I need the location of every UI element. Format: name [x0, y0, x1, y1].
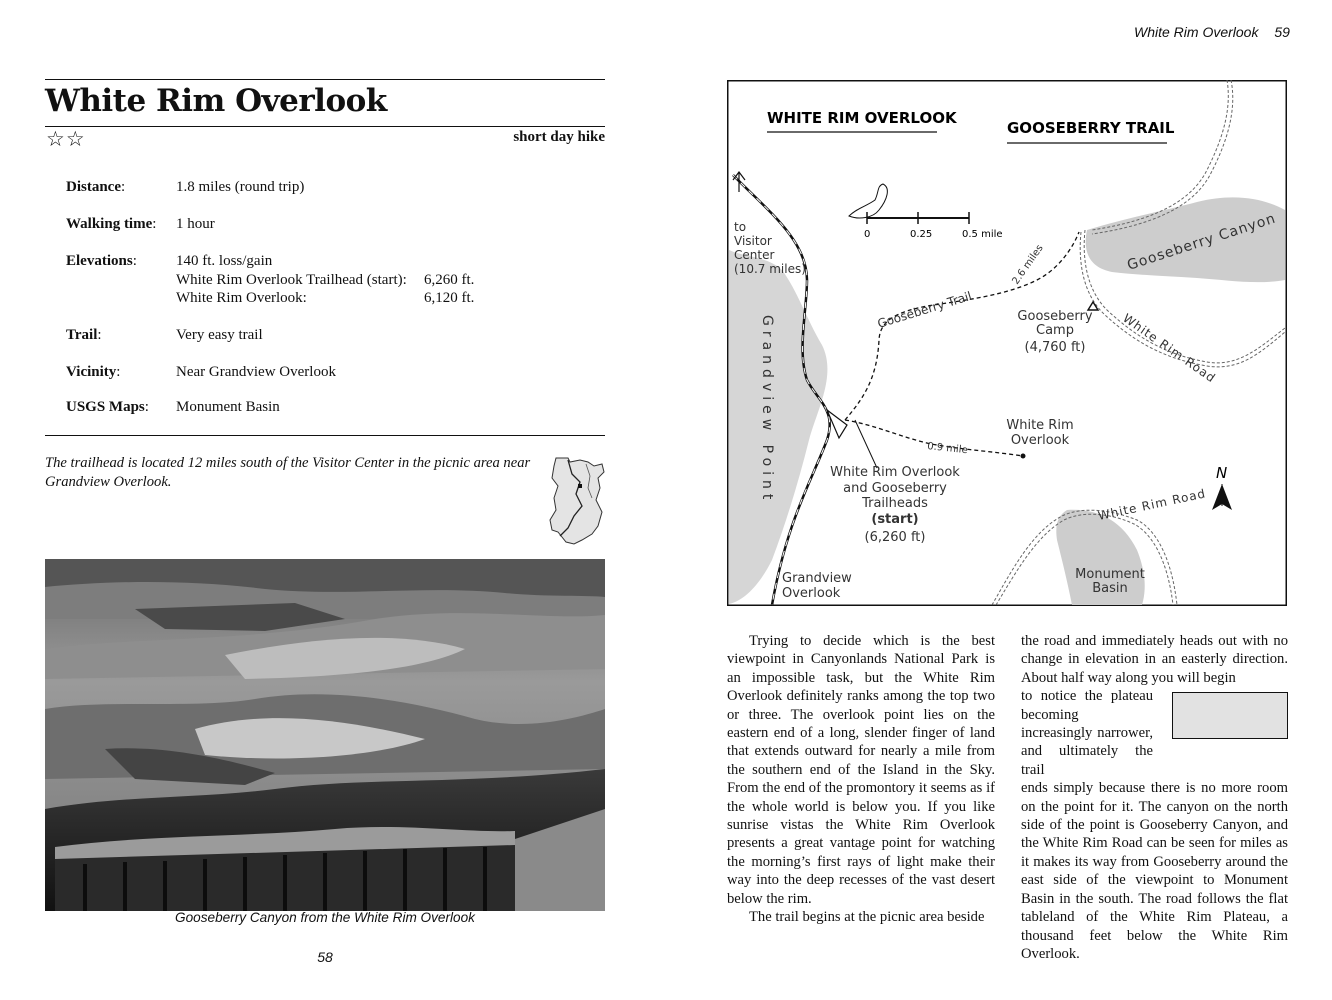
- vicinity-label: Vicinity: [66, 364, 117, 380]
- camp-word: Camp: [1036, 323, 1074, 338]
- trail-map: [727, 80, 1287, 606]
- white-rim-road-lower-label: White Rim Road: [1096, 486, 1208, 523]
- rating-stars: ☆☆: [46, 127, 86, 151]
- page-title: White Rim Overlook: [45, 83, 387, 119]
- text-column-1: [727, 632, 995, 927]
- elevation-overlook-label: White Rim Overlook:: [176, 290, 307, 306]
- trailheads-line-2: and Gooseberry: [843, 481, 947, 496]
- hike-facts: Distance: 1.8 miles (round trip) Walking time: 1 hour Elevations: 140 ft. loss/gain White Rim Overlook Trailhead (start): 6,260 ft. White Rim Overlook: 6,120 ft. Trail: Very easy trail Vicinity: Near Grandview Overlook USGS Maps: Monument Basin: [66, 179, 475, 415]
- distance-label: Distance: [66, 179, 121, 195]
- visitor-miles: (10.7 miles): [734, 262, 806, 276]
- elevations-label: Elevations: [66, 253, 133, 269]
- col2-wrap: to notice the plateau becoming increasingly narrower, and ultimately the trail: [1021, 688, 1153, 778]
- col2-rest: ends simply because there is no more room on the point for it. The canyon on the north side of the point is Gooseberry Canyon, and the White Rim Road can be seen for miles as it makes its way from Gooseberry around the east side of the viewpoint to Monument Basin in the south. The road follows the flat tableland of the White Rim Plateau, a thousand feet below the White Rim Overlook.: [1021, 780, 1288, 962]
- elevation-overlook-value: 6,120 ft.: [424, 290, 475, 306]
- gooseberry-canyon-label: Gooseberry Canyon: [1125, 210, 1278, 274]
- scale-05: 0.5 mile: [962, 229, 1003, 240]
- col2-top: the road and immediately heads out with no change in elevation in an easterly direction. About half way along you will begin: [1021, 633, 1288, 686]
- map-title-gooseberry: GOOSEBERRY TRAIL: [1007, 119, 1175, 137]
- visitor-center: Center: [734, 248, 775, 262]
- col1-paragraph-2: The trail begins at the picnic area beside: [749, 909, 985, 926]
- trailheads-line-1: White Rim Overlook: [830, 465, 960, 480]
- running-header: [1134, 24, 1290, 40]
- canyon-photo: [45, 559, 605, 911]
- col1-paragraph-1: Trying to decide which is the best viewpoint in Canyonlands National Park is an impossible task, but the White Rim Overlook definitely ranks among the top two or three. The overlook point lies on the eastern end of a long, slender finger of land that extends outward for nearly a mile from the southern end of the Island in the Sky. From the end of the promontory it seems as if the whole world is below you. If you like sunrise vistas the White Rim Overlook presents a great vantage point for watching the morning’s first rays of light make their way into the deep recesses of the vast desert below the rim.: [727, 633, 995, 907]
- north-label: N: [1216, 464, 1228, 482]
- overlook-label-1: White Rim: [1006, 418, 1074, 433]
- trail-label: Trail: [66, 327, 98, 343]
- text-column-2: [1021, 632, 1288, 963]
- distance-value: 1.8 miles (round trip): [176, 179, 305, 195]
- grandview-overlook-label-1: Grandview: [782, 571, 852, 586]
- usgs-maps-value: Monument Basin: [176, 398, 280, 415]
- usgs-maps-label: USGS Maps: [66, 398, 145, 415]
- elevation-change: 140 ft. loss/gain: [176, 253, 273, 269]
- vicinity-value: Near Grandview Overlook: [176, 364, 336, 380]
- trailheads-start: (start): [871, 512, 919, 527]
- trailheads-elev: (6,260 ft): [864, 530, 926, 545]
- overlook-label-2: Overlook: [1010, 433, 1070, 448]
- trail-value: Very easy trail: [176, 327, 263, 343]
- title-rule: [45, 126, 605, 127]
- trailheads-line-3: Trailheads: [862, 496, 928, 511]
- white-rim-road-upper-label: White Rim Road: [1120, 310, 1219, 386]
- miles-09-label: 0.9 mile: [926, 441, 969, 457]
- photo-caption: Gooseberry Canyon from the White Rim Overlook: [175, 910, 475, 925]
- map-title-white-rim: WHITE RIM OVERLOOK: [767, 109, 957, 127]
- camp-elev: (4,760 ft): [1024, 340, 1086, 355]
- miles-26-label: 2.6 miles: [1010, 242, 1046, 287]
- walking-time-label: Walking time: [66, 216, 153, 232]
- page-number-left: 58: [317, 949, 333, 965]
- gooseberry-trail-label: Gooseberry Trail: [875, 288, 974, 331]
- elevation-trailhead-label: White Rim Overlook Trailhead (start):: [176, 271, 407, 288]
- visitor-visitor: Visitor: [734, 234, 772, 248]
- elevation-trailhead-value: 6,260 ft.: [424, 271, 475, 288]
- grandview-overlook-label-2: Overlook: [782, 586, 841, 601]
- camp-name: Gooseberry: [1017, 309, 1093, 324]
- monument-label-2: Basin: [1092, 581, 1128, 596]
- monument-label-1: Monument: [1075, 567, 1145, 582]
- visitor-to: to: [734, 220, 747, 234]
- locator-map-icon: [546, 454, 606, 546]
- inset-box: [1172, 692, 1288, 739]
- scale-025: 0.25: [910, 229, 933, 240]
- location-note: The trailhead is located 12 miles south of the Visitor Center in the picnic area near Grandview Overlook.: [45, 455, 531, 490]
- grandview-point-label: Grandview Point: [759, 315, 775, 505]
- top-rule: [45, 79, 605, 80]
- hike-type: short day hike: [513, 129, 605, 145]
- walking-time-value: 1 hour: [176, 216, 215, 232]
- running-title: White Rim Overlook: [1134, 24, 1259, 40]
- facts-rule: [45, 435, 605, 436]
- scale-0: 0: [864, 229, 871, 240]
- page-number-right: 59: [1274, 24, 1290, 40]
